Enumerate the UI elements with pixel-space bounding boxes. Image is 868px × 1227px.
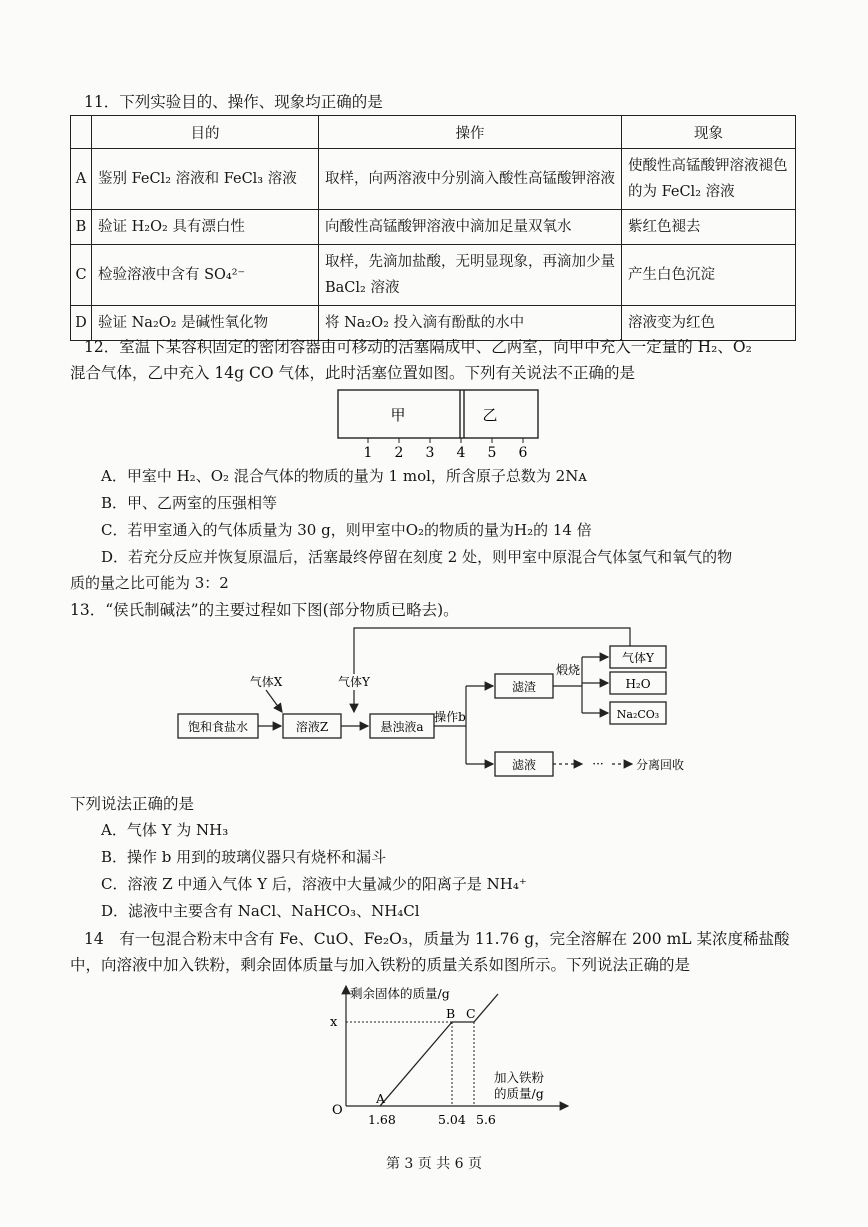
y-axis-label: 剩余固体的质量/g	[350, 986, 450, 1001]
header-purpose: 目的	[92, 116, 319, 149]
x-axis-label-line1: 加入铁粉	[494, 1070, 545, 1085]
q12-option-d-line1: D．若充分反应并恢复原温后，活塞最终停留在刻度 2 处，则甲室中原混合气体氢气和氧气的物	[101, 548, 733, 566]
q12-stem-line1: 12．室温下某容积固定的密闭容器由可移动的活塞隔成甲、乙两室，向甲中充入一定量的 H₂、O₂	[84, 338, 752, 356]
gas-x-label: 气体X	[249, 675, 283, 689]
q14-stem-line2: 中，向溶液中加入铁粉，剩余固体质量与加入铁粉的质量关系如图所示。下列说法正确的是	[70, 956, 691, 974]
row-phenomenon: 使酸性高锰酸钾溶液褪色的为 FeCl₂ 溶液	[622, 149, 796, 210]
arrow-gas-x	[266, 690, 282, 712]
box-filtrate-label: 滤液	[511, 758, 537, 772]
row-operation: 取样，向两溶液中分别滴入酸性高锰酸钾溶液	[319, 149, 622, 210]
row-label: D	[71, 306, 92, 341]
point-a-label: A	[376, 1091, 386, 1106]
origin-label: O	[332, 1103, 343, 1118]
x-tick-5-04: 5.04	[438, 1112, 466, 1127]
tick-label-2: 2	[394, 445, 404, 460]
row-purpose: 验证 H₂O₂ 具有漂白性	[92, 210, 319, 245]
box-residue-label: 滤渣	[511, 680, 537, 694]
box-suspension-label: 悬浊液a	[380, 720, 424, 734]
table-row	[71, 210, 796, 245]
op-b-label: 操作b	[434, 710, 466, 724]
box-solution-z-label: 溶液Z	[295, 720, 329, 734]
table-row	[71, 245, 796, 306]
box-gas-y-product-label: 气体Y	[622, 651, 654, 665]
q12-option-b: B．甲、乙两室的压强相等	[101, 494, 278, 512]
chamber-yi-label: 乙	[482, 406, 498, 424]
q13-option-c: C．溶液 Z 中通入气体 Y 后，溶液中大量减少的阳离子是 NH₄⁺	[101, 875, 527, 893]
tick-label-1: 1	[363, 445, 373, 460]
gas-y-label: 气体Y	[338, 675, 370, 689]
q12-option-d-line2: 质的量之比可能为 3：2	[70, 574, 229, 592]
dots-label: ···	[592, 757, 604, 771]
row-purpose: 鉴别 FeCl₂ 溶液和 FeCl₃ 溶液	[92, 149, 319, 210]
row-purpose: 验证 Na₂O₂ 是碱性氧化物	[92, 306, 319, 341]
chamber-jia-label: 甲	[390, 406, 406, 424]
row-operation: 将 Na₂O₂ 投入滴有酚酞的水中	[319, 306, 622, 341]
x-tick-5-6: 5.6	[476, 1112, 496, 1127]
point-b-label: B	[446, 1006, 456, 1021]
row-phenomenon: 紫红色褪去	[622, 210, 796, 245]
calcine-label: 煅烧	[555, 663, 581, 677]
row-phenomenon: 溶液变为红色	[622, 306, 796, 341]
hou-process-flowchart	[170, 622, 710, 782]
row-operation: 向酸性高锰酸钾溶液中滴加足量双氧水	[319, 210, 622, 245]
q14-stem-line1: 14 有一包混合粉末中含有 Fe、CuO、Fe₂O₃，质量为 11.76 g，完全溶解在 200 mL 某浓度稀盐酸	[84, 930, 790, 948]
y-tick-x-label: x	[330, 1015, 338, 1030]
segment-a-b	[380, 1022, 452, 1106]
q11-stem: 11．下列实验目的、操作、现象均正确的是	[84, 93, 383, 111]
tick-label-5: 5	[487, 445, 497, 460]
container-outline	[338, 390, 538, 438]
page-footer: 第 3 页 共 6 页	[385, 1156, 483, 1172]
q11-table	[70, 115, 796, 341]
recover-label: 分离回收	[636, 758, 685, 772]
header-blank	[71, 116, 92, 149]
header-phenomenon: 现象	[622, 116, 796, 149]
q12-stem-line2: 混合气体，乙中充入 14g CO 气体，此时活塞位置如图。下列有关说法不正确的是	[70, 364, 635, 382]
q14-graph	[318, 978, 588, 1128]
tick-label-3: 3	[425, 445, 435, 460]
box-brine-label: 饱和食盐水	[187, 720, 249, 734]
scale-ticks	[364, 438, 528, 460]
q13-option-a: A．气体 Y 为 NH₃	[101, 821, 229, 839]
row-label: C	[71, 245, 92, 306]
q12-option-a: A．甲室中 H₂、O₂ 混合气体的物质的量为 1 mol，所含原子总数为 2Nᴀ	[101, 467, 587, 485]
header-operation: 操作	[319, 116, 622, 149]
row-operation: 取样，先滴加盐酸，无明显现象，再滴加少量 BaCl₂ 溶液	[319, 245, 622, 306]
box-h2o-label: H₂O	[625, 677, 651, 691]
row-purpose: 检验溶液中含有 SO₄²⁻	[92, 245, 319, 306]
table-row	[71, 149, 796, 210]
tick-label-6: 6	[518, 445, 528, 460]
row-label: B	[71, 210, 92, 245]
x-tick-1-68: 1.68	[368, 1112, 396, 1127]
q13-prompt: 下列说法正确的是	[70, 795, 195, 813]
tick-label-4: 4	[456, 445, 466, 460]
q13-option-b: B．操作 b 用到的玻璃仪器只有烧杯和漏斗	[101, 848, 387, 866]
q13-option-d: D．滤液中主要含有 NaCl、NaHCO₃、NH₄Cl	[101, 902, 420, 920]
row-phenomenon: 产生白色沉淀	[622, 245, 796, 306]
point-c-label: C	[466, 1006, 476, 1021]
box-na2co3-label: Na₂CO₃	[616, 708, 660, 721]
q12-option-c: C．若甲室通入的气体质量为 30 g，则甲室中O₂的物质的量为H₂的 14 倍	[101, 521, 592, 539]
recycle-line	[354, 628, 630, 674]
segment-after-c	[474, 994, 498, 1022]
piston-container-figure	[330, 388, 550, 460]
table-header-row	[71, 116, 796, 149]
q13-stem: 13．“侯氏制碱法”的主要过程如下图(部分物质已略去)。	[70, 601, 459, 619]
x-axis-label-line2: 的质量/g	[494, 1086, 544, 1101]
row-label: A	[71, 149, 92, 210]
